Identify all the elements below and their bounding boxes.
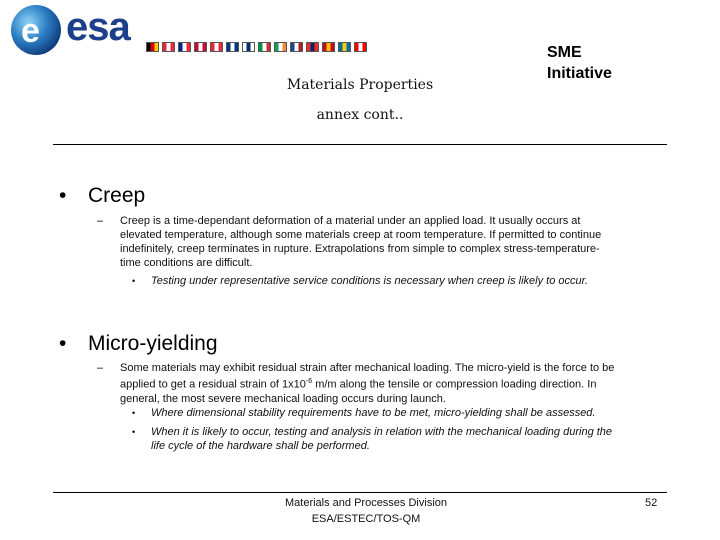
footer-text [250, 495, 482, 527]
member-flags [146, 42, 370, 54]
micro-yielding-sub-bullet: • [132, 408, 136, 418]
creep-paragraph-line: indefinitely, creep terminates in rupture. Extrapolations from simple to complex stress-temperature- [120, 243, 600, 255]
micro-yielding-sub-item-1: Where dimensional stability requirements have to be met, micro-yielding shall be assessed. [151, 407, 596, 419]
micro-yielding-bullet: • [59, 332, 67, 355]
sme-line-2: Initiative [547, 65, 612, 82]
creep-sub-bullet: • [132, 276, 136, 286]
sme-initiative-label [547, 42, 612, 84]
micro-yielding-sub-item-2 [151, 425, 671, 453]
micro-yielding-sub-item-2-line: life cycle of the hardware shall be performed. [151, 440, 370, 452]
footer-department: ESA/ESTEC/TOS-QM [311, 513, 421, 525]
flag-icon [354, 42, 367, 52]
creep-bullet: • [59, 184, 67, 207]
creep-paragraph-line: Creep is a time-dependant deformation of a material under an applied load. It usually occurs at [120, 215, 581, 227]
flag-icon [338, 42, 351, 52]
esa-logo [8, 2, 370, 64]
page-title: Materials Properties [286, 77, 434, 93]
flag-icon [194, 42, 207, 52]
flag-icon [162, 42, 175, 52]
creep-sub-item: Testing under representative service conditions is necessary when creep is likely to occur. [151, 275, 588, 287]
micro-yielding-sub-bullet: • [132, 427, 136, 437]
flag-icon [178, 42, 191, 52]
micro-yielding-paragraph-line [120, 375, 665, 392]
header-divider [53, 144, 667, 145]
micro-yielding-paragraph-line: general, the most severe mechanical loading occurs during launch. [120, 392, 446, 405]
page-subtitle: annex cont.. [316, 107, 404, 123]
flag-icon [322, 42, 335, 52]
creep-paragraph-line: time conditions are difficult. [120, 257, 253, 269]
page-number: 52 [645, 497, 658, 509]
flag-icon [226, 42, 239, 52]
flag-icon [210, 42, 223, 52]
creep-paragraph [120, 214, 665, 270]
flag-icon [146, 42, 159, 52]
svg-text:e: e [21, 12, 40, 50]
esa-logo-text: esa [66, 5, 130, 49]
creep-dash: – [97, 215, 104, 227]
micro-yielding-line2-post: m/m along the tensile or compression loading direction. In [312, 378, 597, 391]
micro-yielding-exponent: -6 [305, 378, 313, 385]
flag-icon [290, 42, 303, 52]
footer-divider [53, 492, 667, 493]
micro-yielding-heading: Micro-yielding [88, 332, 218, 355]
esa-globe-icon [8, 2, 70, 64]
creep-paragraph-line: elevated temperature, although some materials creep at room temperature. If permitted to continue [120, 229, 602, 241]
flag-icon [306, 42, 319, 52]
micro-yielding-paragraph [120, 361, 665, 406]
micro-yielding-paragraph-line: Some materials may exhibit residual strain after mechanical loading. The micro-yield is the force to be [120, 362, 615, 374]
micro-yielding-line2-pre: applied to get a residual strain of 1x10 [120, 378, 306, 391]
micro-yielding-dash: – [97, 362, 104, 374]
micro-yielding-sub-item-2-line: When it is likely to occur, testing and analysis in relation with the mechanical loading during the [151, 426, 613, 438]
creep-heading: Creep [88, 184, 146, 207]
sme-line-1: SME [547, 44, 582, 61]
flag-icon [274, 42, 287, 52]
footer-division: Materials and Processes Division [284, 497, 447, 509]
flag-icon [242, 42, 255, 52]
flag-icon [258, 42, 271, 52]
